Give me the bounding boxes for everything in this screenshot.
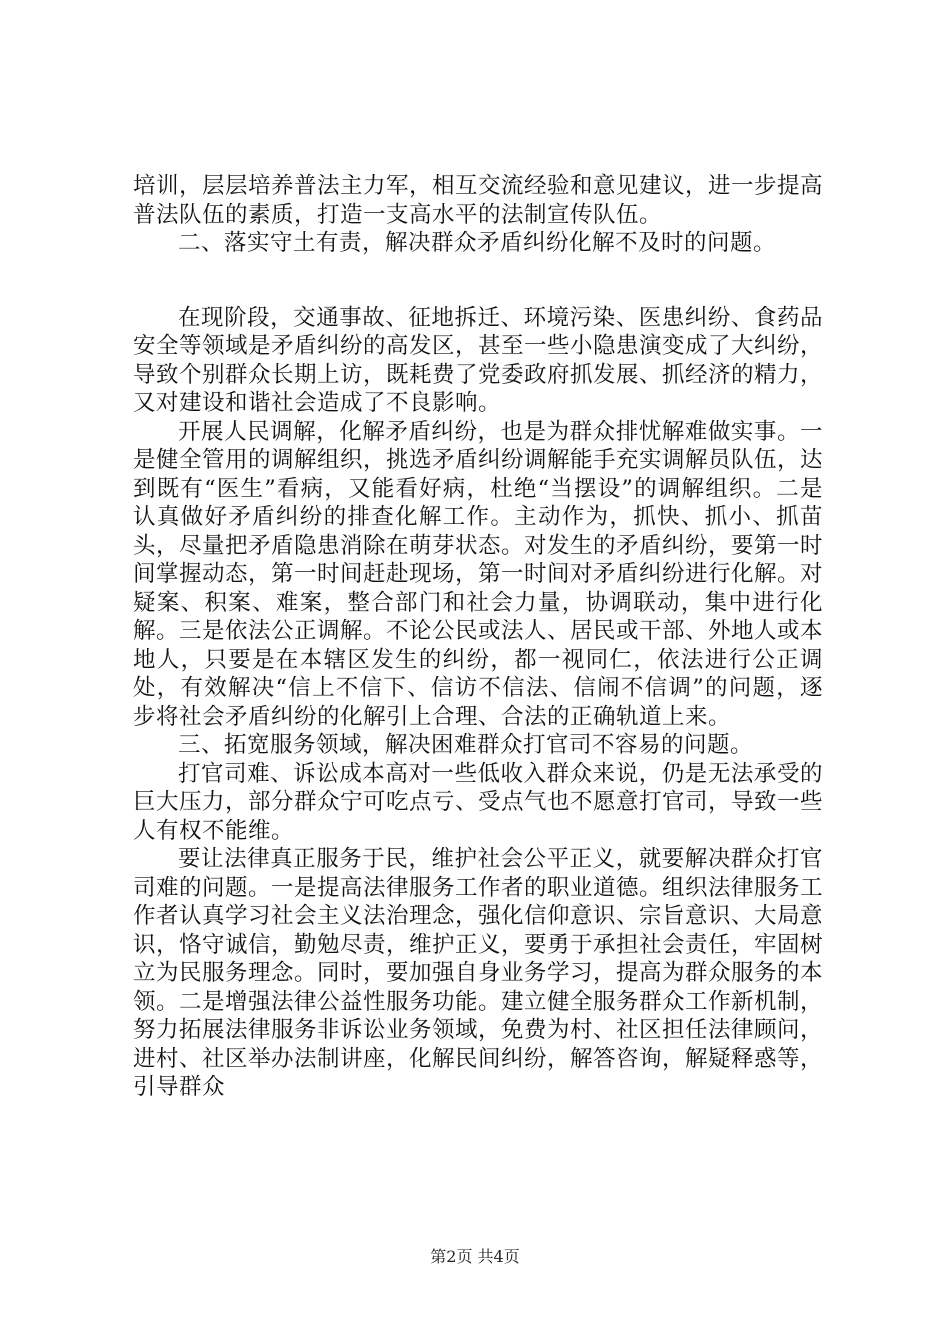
section-heading-2: 二、落实守土有责，解决群众矛盾纠纷化解不及时的问题。 — [178, 230, 777, 256]
document-body — [133, 172, 823, 1102]
paragraph-continuation: 培训，层层培养普法主力军，相互交流经验和意见建议，进一步提高普法队伍的素质，打造一支高水平的法制宣传队伍。 — [133, 173, 824, 228]
paragraph-legal-service: 要让法律真正服务于民，维护社会公平正义，就要解决群众打官司难的问题。一是提高法律服务工作者的职业道德。组织法律服务工作者认真学习社会主义法治理念，强化信仰意识、宗旨意识、大局意识，恪守诚信，勤勉尽责，维护正义，要勇于承担社会责任，牢固树立为民服务理念。同时，要加强自身业务学习，提高为群众服务的本领。二是增强法律公益性服务功能。建立健全服务群众工作新机制，努力拓展法律服务非诉讼业务领域，免费为村、社区担任法律顾问，进村、社区举办法制讲座，化解民间纠纷，解答咨询，解疑释惑等，引导群众 — [133, 846, 824, 1100]
section-heading-3: 三、拓宽服务领域，解决困难群众打官司不容易的问题。 — [178, 732, 754, 758]
paragraph-current-situation: 在现阶段，交通事故、征地拆迁、环境污染、医患纠纷、食药品安全等领域是矛盾纠纷的高发区，甚至一些小隐患演变成了大纠纷，导致个别群众长期上访，既耗费了党委政府抓发展、抓经济的精力，又对建设和谐社会造成了不良影响。 — [133, 304, 824, 416]
paragraph-gap — [133, 258, 823, 304]
page-number-footer: 第2页 共4页 — [430, 1247, 520, 1266]
paragraph-litigation-cost: 打官司难、诉讼成本高对一些低收入群众来说，仍是无法承受的巨大压力，部分群众宁可吃点亏、受点气也不愿意打官司，导致一些人有权不能维。 — [133, 760, 824, 844]
paragraph-mediation: 开展人民调解，化解矛盾纠纷，也是为群众排忧解难做实事。一是健全管用的调解组织，挑选矛盾纠纷调解能手充实调解员队伍，达到既有“医生”看病，又能看好病，杜绝“当摆设”的调解组织。二是认真做好矛盾纠纷的排查化解工作。主动作为，抓快、抓小、抓苗头，尽量把矛盾隐患消除在萌芽状态。对发生的矛盾纠纷，要第一时间掌握动态，第一时间赶赴现场，第一时间对矛盾纠纷进行化解。对疑案、积案、难案，整合部门和社会力量，协调联动，集中进行化解。三是依法公正调解。不论公民或法人、居民或干部、外地人或本地人，只要是在本辖区发生的纠纷，都一视同仁，依法进行公正调处，有效解决“信上不信下、信访不信法、信闹不信调”的问题，逐步将社会矛盾纠纷的化解引上合理、合法的正确轨道上来。 — [133, 418, 824, 730]
